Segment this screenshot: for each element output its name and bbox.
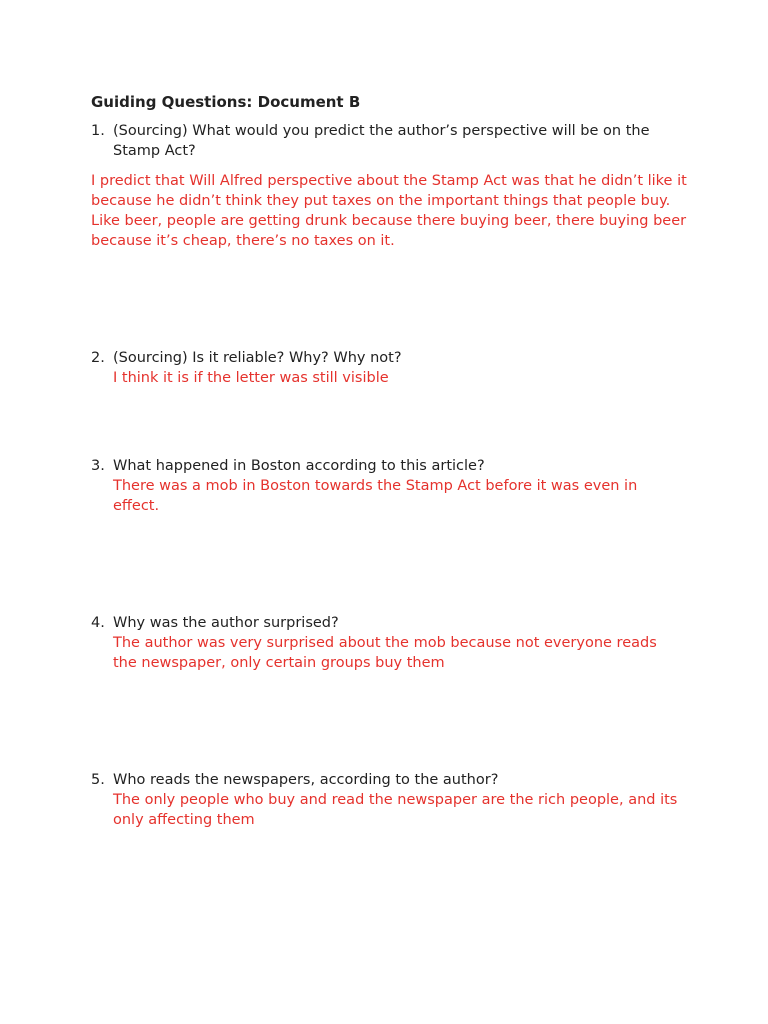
question-3 <box>91 456 691 516</box>
question-text: (Sourcing) Is it reliable? Why? Why not? <box>113 350 402 366</box>
question-1 <box>91 121 691 161</box>
answer-1: I predict that Will Alfred perspective about the Stamp Act was that he didn’t like it because he didn’t think they put taxes on the important things that people buy. Like beer, people are getting drunk because there buying beer, there buying beer because it’s cheap, there’s no taxes on it. <box>91 173 687 249</box>
answer-3: There was a mob in Boston towards the Stamp Act before it was even in effect. <box>113 478 638 514</box>
question-2 <box>91 348 691 388</box>
question-text: Who reads the newspapers, according to the author? <box>113 772 499 788</box>
question-text: Why was the author surprised? <box>113 615 339 631</box>
answer-2: I think it is if the letter was still visible <box>113 370 389 386</box>
answer-4: The author was very surprised about the mob because not everyone reads the newspaper, only certain groups buy them <box>113 635 657 671</box>
answer-5: The only people who buy and read the newspaper are the rich people, and its only affecting them <box>113 792 678 828</box>
question-text: What happened in Boston according to this article? <box>113 458 485 474</box>
document-title: Guiding Questions: Document B <box>91 93 361 111</box>
question-text: (Sourcing) What would you predict the author’s perspective will be on the Stamp Act? <box>113 123 650 159</box>
question-number: 5. <box>91 772 105 788</box>
question-4 <box>91 613 691 673</box>
question-number: 1. <box>91 123 105 139</box>
question-number: 2. <box>91 350 105 366</box>
question-5 <box>91 770 691 830</box>
question-number: 4. <box>91 615 105 631</box>
question-number: 3. <box>91 458 105 474</box>
